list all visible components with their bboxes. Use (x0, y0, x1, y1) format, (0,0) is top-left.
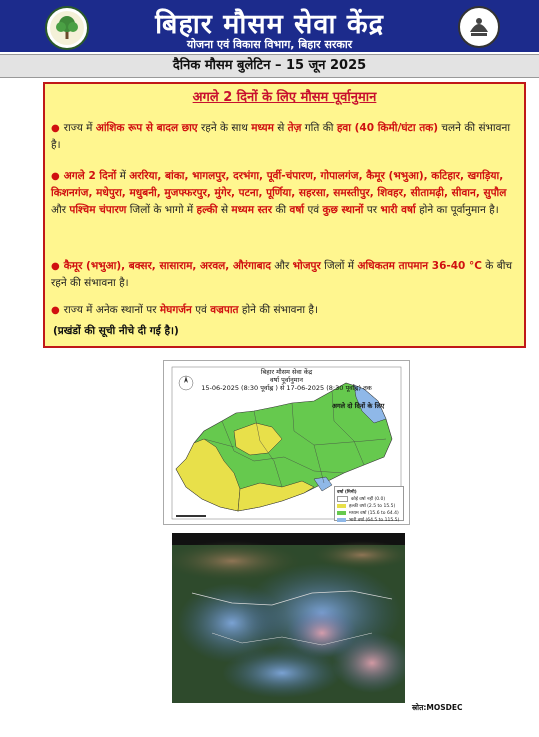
map-title: बिहार मौसम सेवा केंद्र (260, 368, 313, 376)
legend-title: वर्षा (मिमी) (337, 490, 357, 495)
image-source: स्रोत:MOSDEC (412, 703, 463, 712)
map-legend (334, 486, 404, 521)
satellite-image (172, 533, 405, 703)
legend-swatch-heavy (337, 518, 346, 522)
map-title-block (164, 368, 409, 392)
satellite-cloud-imagery (172, 533, 405, 703)
forecast-box (43, 82, 526, 348)
header-bar (0, 0, 539, 52)
forecast-bullet-temperature: ● कैमूर (भभुआ), बक्सर, सासाराम, अरवल, औरंगाबाद और भोजपुर जिलों में अधिकतम तापमान 36-40 °C के बीच रहने की संभावना है। (51, 260, 513, 289)
legend-swatch-light (337, 504, 346, 508)
department-subtitle: योजना एवं विकास विभाग, बिहार सरकार (186, 38, 353, 51)
legend-heavy: भारी वर्षा (64.5 to 115.5) (349, 518, 400, 523)
forecast-heading: अगले 2 दिनों के लिए मौसम पूर्वानुमान (192, 90, 377, 105)
bullet-dot-icon: ● (51, 305, 60, 316)
bullet-dot-icon: ● (51, 261, 60, 272)
legend-moderate: मध्यम वर्षा (15.6 to 64.4) (349, 511, 399, 516)
map-legend-heading: अगले दो दिनों के लिए (332, 402, 385, 410)
map-period: 15-06-2025 (8:30 पूर्वाह्न ) से 17-06-2025 (8:30 पूर्वाह्न) तक (201, 384, 372, 392)
bulletin-date: दैनिक मौसम बुलेटिन – 15 जून 2025 (0, 54, 539, 78)
emblem-icon (460, 8, 498, 46)
block-list-note: (प्रखंडों की सूची नीचे दी गई है।) (53, 325, 179, 337)
rainfall-forecast-map (163, 360, 410, 525)
map-subtitle: वर्षा पूर्वानुमान (270, 376, 303, 384)
bihar-govt-emblem (458, 6, 500, 48)
legend-none: कोई वर्षा नहीं (0.0) (351, 497, 386, 502)
legend-swatch-none (337, 496, 348, 502)
page-title: बिहार मौसम सेवा केंद्र (155, 9, 384, 40)
legend-light: हल्की वर्षा (2.5 to 15.5) (349, 504, 396, 509)
legend-swatch-moderate (337, 511, 346, 515)
forecast-bullet-rain: ● अगले 2 दिनों में अररिया, बांका, भागलपुर, दरभंगा, पूर्वी-चंपारण, गोपालगंज, कैमूर (भभुआ), कटिहार, खगड़िया, किशनगंज, मधेपुरा, मधुबनी, मुजफ्फरपुर, मुंगेर, पटना, पूर्णिया, सहरसा, समस्तीपुर, शिवहर, सीतामढ़ी, सीवान, सुपौल और पश्चिम चंपारण जिलों के भागो में हल्की से मध्यम स्तर की वर्षा एवं कुछ स्थानों पर भारी वर्षा होने का पूर्वानुमान है। (51, 170, 507, 216)
bullet-dot-icon: ● (51, 123, 60, 134)
forecast-bullet-thunder: ● राज्य में अनेक स्थानों पर मेघगर्जन एवं वज्रपात होने की संभावना है। (51, 304, 318, 316)
forecast-bullet-wind: ● राज्य में आंशिक रूप से बादल छाए रहने के साथ मध्यम से तेज़ गति की हवा (40 किमी/घंटा तक) चलने की संभावना है। (51, 122, 511, 151)
bullet-dot-icon: ● (51, 171, 60, 182)
map-scale-bar (176, 515, 206, 517)
